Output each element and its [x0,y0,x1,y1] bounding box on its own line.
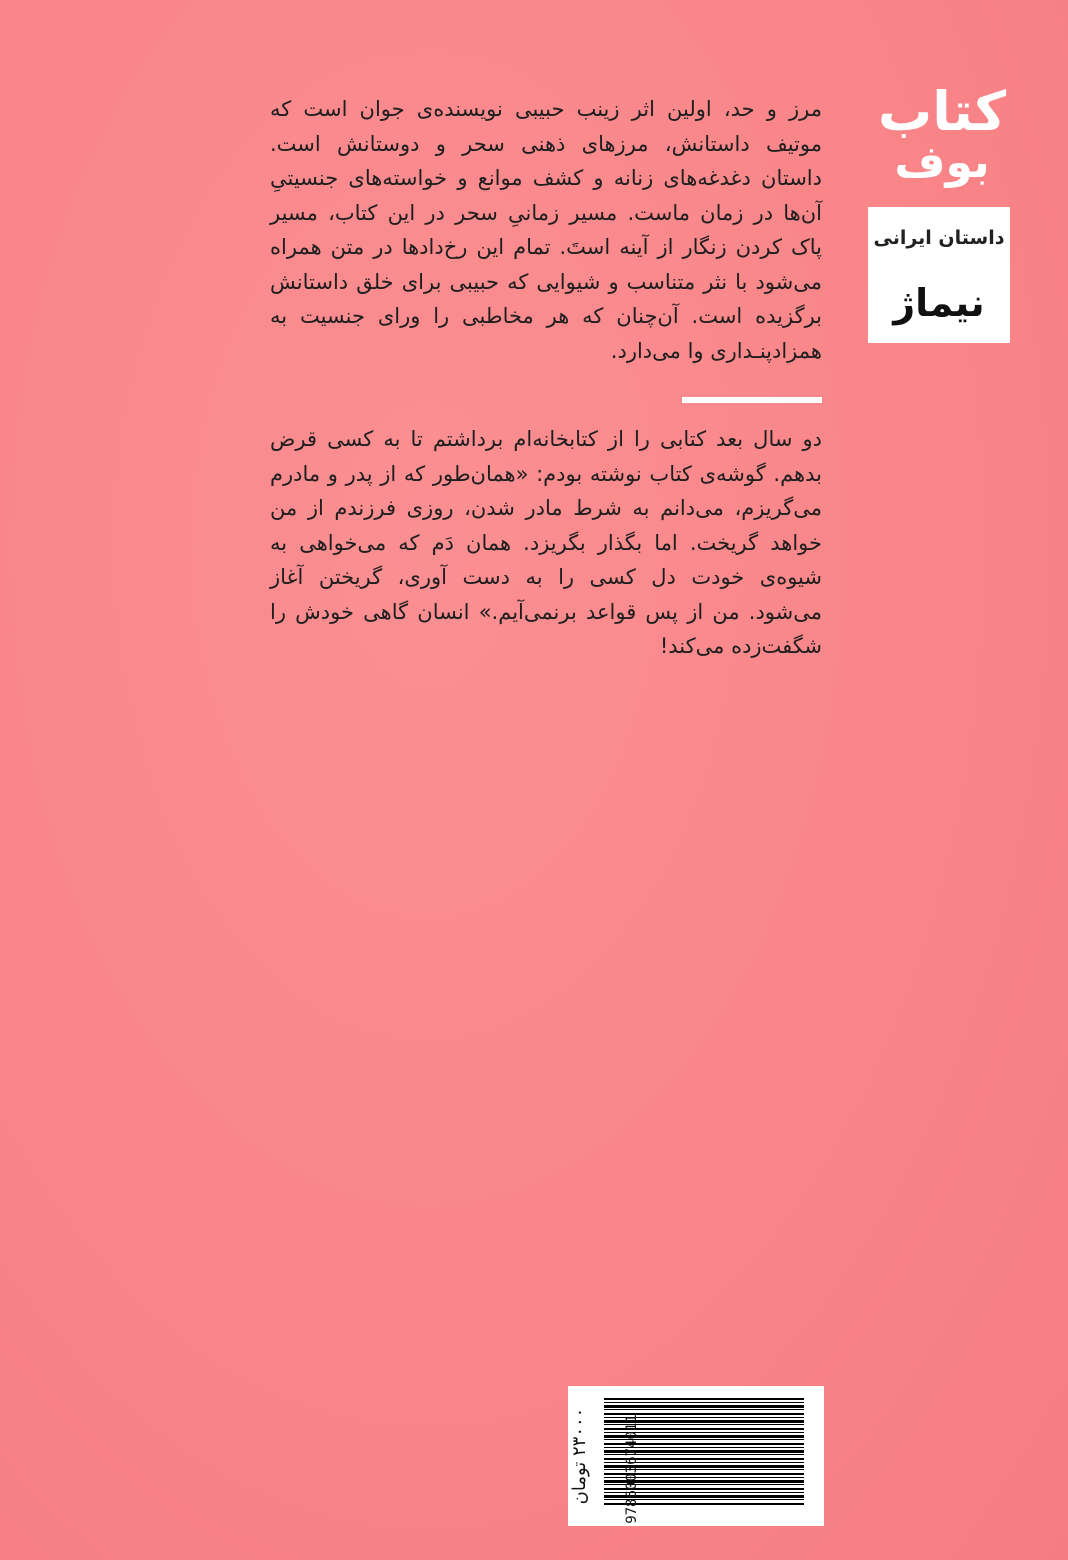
publisher-logo: نیماژ [893,281,985,325]
divider [682,397,822,403]
brand-logo-line2: بوف [894,137,990,188]
price-label: ۲۳۰۰۰ تومان [569,1407,590,1505]
blurb-paragraph-1: مرز و حد، اولین اثر زینب حبیبی نویسنده‌ی جوان است که موتیف داستانش، مرزهای ذهنی سحر و دوستانش است. داستان دغدغه‌های زنانه و کشف موانع و خواسته‌های جنسیتیِ آن‌ها در زمان ماست. مسیر زمانیِ سحر در این کتاب، مسیر پاک کردن زنگار از آینه استَ. تمام این رخ‌دادها در متن همراه می‌شود با نثر متناسب و شیوایی که حبیبی برای خلق داستانش برگزیده است. آن‌چنان که هر مخاطبی را ورای جنسیت به همزادپنـداری وا می‌دارد. [270,97,822,363]
series-label: داستان ایرانی [873,227,1005,249]
brand-logo-line1: کتاب [878,80,1006,143]
barcode-panel [568,1386,824,1526]
brand-logo [862,80,1022,194]
isbn-number: 9786003674011 [624,1414,640,1524]
series-badge [868,207,1010,343]
blurb-paragraph-2: دو سال بعد کتابی را از کتابخانه‌ام برداشتم تا به کسی قرض بدهم. گوشه‌ی کتاب نوشته بودم: «همان‌طور که از پدر و مادرم می‌گریزم، می‌دانم به شرط مادر شدن، روزی فرزندم از من خواهد گریخت. اما بگذار بگریزد. همان دَم که می‌خواهی به شیوه‌ی خودت دل کسی را به دست آوری، گریختن آغاز می‌شود. من از پس قواعد برنمی‌آیم.» انسان گاهی خودش را شگفت‌زده می‌کند! [270,427,822,658]
